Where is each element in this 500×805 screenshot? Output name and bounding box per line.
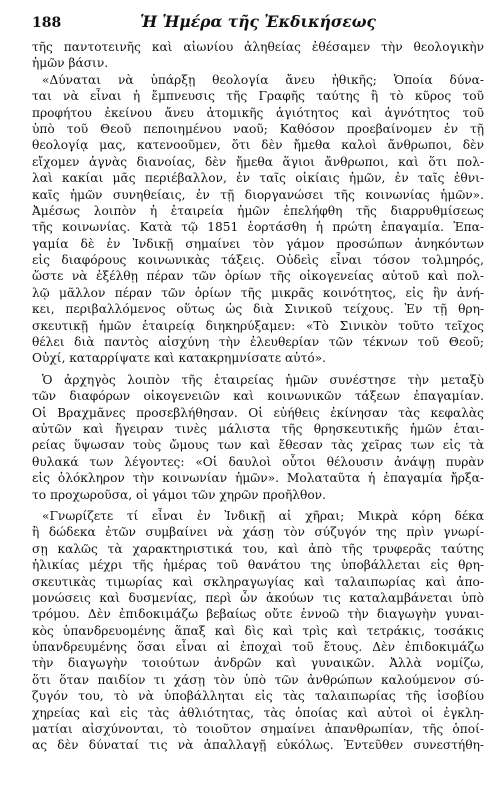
text-line: ται νὰ εἶναι ἡ ἔμπνευσις τῆς Γραφῆς ταύτης ἢ τὸ κῦρος τοῦ xyxy=(32,89,484,104)
text-line: ὑπὸ τοῦ Θεοῦ πεποιημένου ναοῦ; Καθόσον προεβαίνομεν ἐν τῇ xyxy=(32,121,484,136)
text-line: «Γνωρίζετε τί εἶναι ἐν Ἰνδικῇ αἱ χῆραι; Μικρὰ κόρη δέκα xyxy=(42,508,484,523)
text-line: ας δὲν δύναταί τις νὰ ἀπαλλαγῇ εὐκόλως. Ἐντεῦθεν συνεστήθη- xyxy=(32,738,484,753)
text-line: χηρείας καὶ εἰς τὰς ἀθλιότητας, τὰς ὁποίας καὶ αὐτοὶ οἱ ἐγκλη- xyxy=(32,705,484,720)
body-text xyxy=(32,39,484,754)
page-header xyxy=(32,12,484,34)
text-line: Ἀμέσως λοιπὸν ἡ ἑταιρεία ἡμῶν ἐπελήφθη τῆς διαρρυθμίσεως xyxy=(32,203,484,218)
text-line: τὴν διαγωγὴν τοιούτων ἀνδρῶν καὶ γυναικῶν. Ἀλλὰ νομίζω, xyxy=(32,656,484,671)
text-line: το προχωροῦσα, οἱ γάμοι τῶν χηρῶν προῆλθον. xyxy=(32,487,326,502)
text-line: εἰς διαφόρους κοινωνικὰς τάξεις. Οὐδεὶς εἶναι τόσον τολμηρός, xyxy=(32,253,484,268)
text-line: γαμία δὲ ἐν Ἰνδικῇ σημαίνει τὸν γάμον προσώπων ἀνηκόντων xyxy=(32,236,484,251)
text-line: ὥστε νὰ ἐξέλθῃ πέραν τῶν ὁρίων τῆς οἰκογενείας αὐτοῦ καὶ πολ- xyxy=(32,269,484,284)
text-line: Οἱ Βραχμᾶνες προσεβλήθησαν. Οἱ εὐήθεις ἐκίνησαν τὰς κεφαλὰς xyxy=(32,405,484,420)
paragraph xyxy=(32,372,484,503)
text-line: «Δύναται νὰ ὑπάρξῃ θεολογία ἄνευ ἠθικῆς; Ὁποία δύνα- xyxy=(42,72,484,87)
page-number: 188 xyxy=(32,15,62,31)
paragraph xyxy=(32,39,484,72)
text-line: τῆς κοινωνίας. Κατὰ τῷ 1851 ἑορτάσθη ἡ πρώτη ἐπαγαμία. Ἐπα- xyxy=(32,220,484,235)
text-line: σῃ καλῶς τὰ χαρακτηριστικά του, καὶ ἀπὸ τῆς τρυφερᾶς ταύτης xyxy=(32,541,484,556)
text-line: Ὁ ἀρχηγὸς λοιπὸν τῆς ἑταιρείας ἡμῶν συνέστησε τὴν μεταξὺ xyxy=(42,372,484,387)
text-line: μονώσεις καὶ δυσμενίας, περὶ ὧν ἀκούων τις καταλαμβάνεται ὑπὸ xyxy=(32,590,484,605)
text-line: ρείας ὕψωσαν τοὺς ὤμους των καὶ ἔθεσαν τὰς χεῖρας των εἰς τὰ xyxy=(32,438,484,453)
text-line: προφήτου ἐκείνου ἄνευ ἀτομικῆς ἁγιότητος καὶ ἁγνότητος τοῦ xyxy=(32,105,484,120)
text-line: τῆς παντοτεινῆς καὶ αἰωνίου ἀληθείας ἐθέσαμεν τὴν θεολογικὴν xyxy=(32,40,484,54)
book-page xyxy=(32,12,484,754)
text-line: λῷ μᾶλλον πέραν τῶν ὁρίων τῆς μικρᾶς κοινότητος, εἰς ἣν ἀνή- xyxy=(32,285,484,300)
text-line: σκευτικὰς τιμωρίας καὶ σκληραγωγίας καὶ ταλαιπωρίας καὶ ἀπο- xyxy=(32,574,484,589)
paragraph xyxy=(32,72,484,367)
text-line: καῖς ἡμῶν συνηθείαις, ἐν τῇ διοργανώσει τῆς κοινωνίας ἡμῶν». xyxy=(32,187,484,202)
text-line: σκευτικῇ ἡμῶν ἑταιρείᾳ διηκηρύξαμεν: «Τὸ Σινικὸν τοῦτο τεῖχος xyxy=(32,318,484,333)
text-line: ζυγόν του, τὸ νὰ ὑποβάλληται εἰς τὰς ταλαιπωρίας τῆς ἰσοβίου xyxy=(32,689,484,704)
text-line: ματίαι αἰσχύνονται, τὸ τοιοῦτον σημαίνει ἀπανθρωπίαν, τῆς ὁποί- xyxy=(32,722,484,737)
paragraph xyxy=(32,508,484,754)
text-line: ἡμῶν βάσιν. xyxy=(32,56,109,71)
text-line: αὐτῶν καὶ ἤγειραν τινὲς μάλιστα τῆς θρησκευτικῆς ἡμῶν ἑται- xyxy=(32,421,484,436)
text-line: κὸς ὑπανδρευομένης ἅπαξ καὶ δὶς καὶ τρὶς καὶ τετράκις, τοσάκις xyxy=(32,623,484,638)
running-head: Ἡ Ἡμέρα τῆς Ἐκδικήσεως xyxy=(140,12,376,31)
text-line: τῶν διαφόρων οἰκογενειῶν καὶ κοινωνικῶν τάξεων ἐπαγαμίαν. xyxy=(32,389,484,404)
text-line: ἡλικίας μέχρι τῆς ἡμέρας τοῦ θανάτου της ὑποβάλλεται εἰς θρη- xyxy=(32,558,484,573)
text-line: θεολογίᾳ μας, κατενοοῦμεν, ὅτι δὲν ἤμεθα καλοὶ ἄνθρωποι, δὲν xyxy=(32,138,484,153)
text-line: ἢ δώδεκα ἐτῶν συμβαίνει νὰ χάσῃ τὸν σύζυγόν της πρὶν γνωρί- xyxy=(32,525,484,540)
text-line: τρόμου. Δὲν ἐπιδοκιμάζω βεβαίως οὔτε ἐννοῶ τὴν διαγωγὴν γυναι- xyxy=(32,607,484,622)
text-line: κει, περιβαλλόμενος οὕτως ὡς διὰ Σινικοῦ τείχους. Ἐν τῇ θρη- xyxy=(32,302,484,317)
text-line: λαὶ κακίαι μᾶς περιέβαλλον, ἐν ταῖς οἰκίαις ἡμῶν, ἐν ταῖς ἐθνι- xyxy=(32,171,484,186)
text-line: εἴχομεν ἁγνὰς διανοίας, δὲν ἤμεθα ἅγιοι ἄνθρωποι, καὶ ὅτι πολ- xyxy=(32,154,484,169)
text-line: ὅτι ὅταν παιδίον τι χάσῃ τὸν ὑπὸ τῶν ἀνθρώπων καλούμενον σύ- xyxy=(32,672,484,687)
text-line: Οὐχί, καταρρίψατε καὶ κατακρημνίσατε αὐτό». xyxy=(32,351,326,366)
text-line: θέλει διὰ παντὸς αἰσχύνη τὴν ἐλευθερίαν τῶν τέκνων τοῦ Θεοῦ; xyxy=(32,335,484,350)
text-line: θυλακά των λέγοντες: «Οἱ δαυλοὶ οὗτοι θέλουσιν ἀνάψῃ πυρὰν xyxy=(32,454,484,469)
text-line: ὑπανδρευμένης ὅσαι εἶναι αἱ ἐποχαὶ τοῦ ἔτους. Δὲν ἐπιδοκιμάζω xyxy=(32,640,484,655)
text-line: εἰς ὁλόκληρον τὴν κοινωνίαν ἡμῶν». Μολαταῦτα ἡ ἐπαγαμία ἤρξα- xyxy=(32,471,484,486)
